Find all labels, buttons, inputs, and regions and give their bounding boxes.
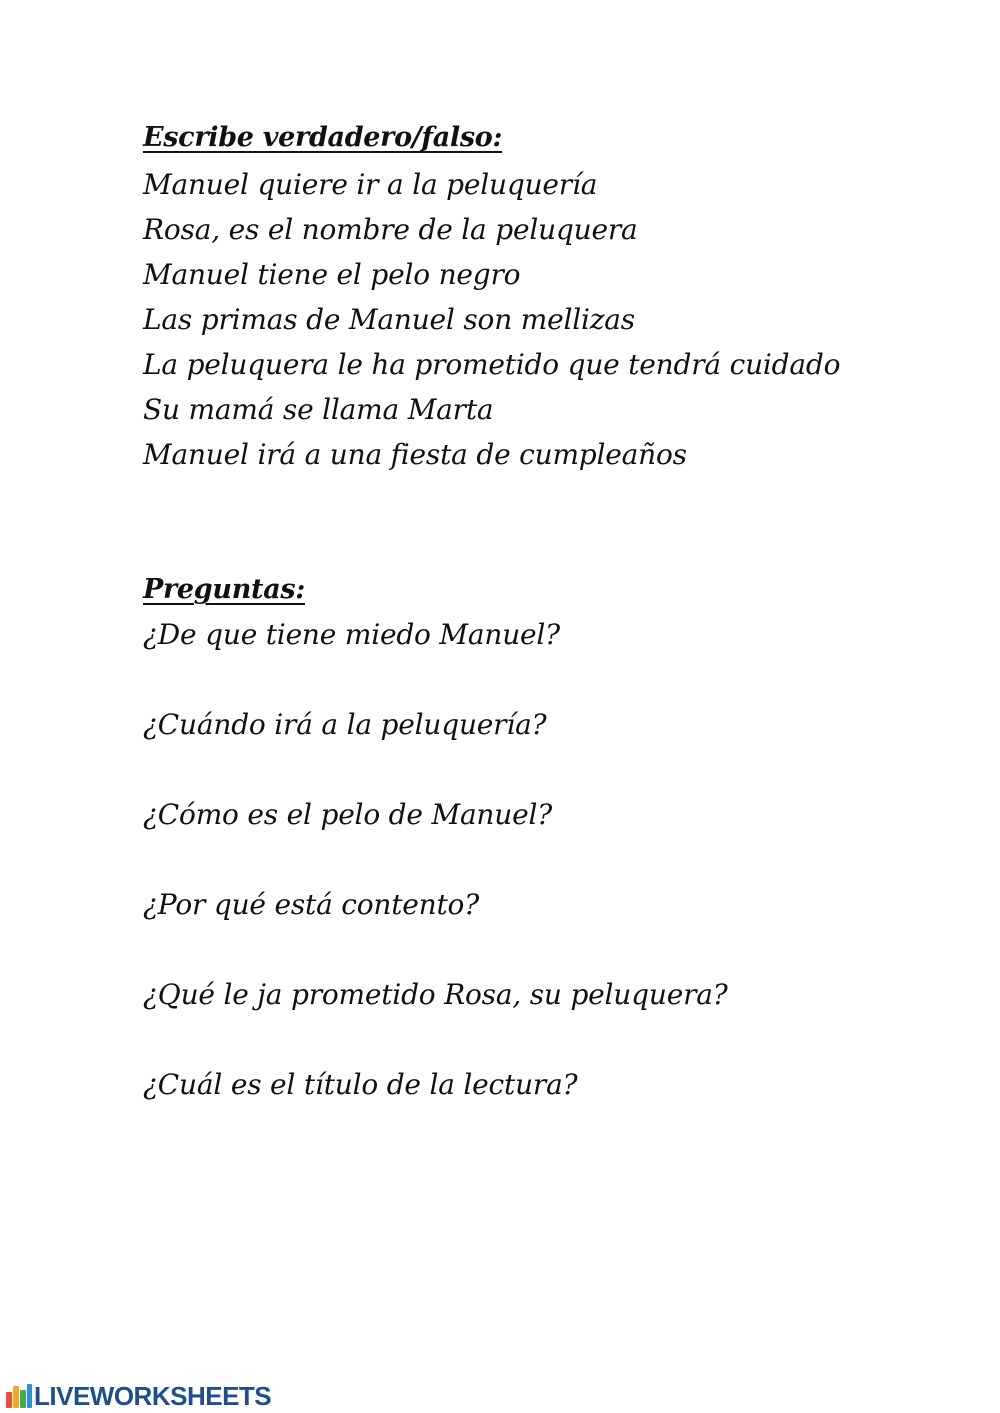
question-item: ¿Cuál es el título de la lectura?: [143, 1068, 578, 1101]
true-false-statement: Las primas de Manuel son mellizas: [143, 303, 635, 336]
question-item: ¿Cuándo irá a la peluquería?: [143, 708, 547, 741]
question-item: ¿Qué le ja prometido Rosa, su peluquera?: [143, 978, 728, 1011]
question-item: ¿Por qué está contento?: [143, 888, 480, 921]
true-false-statement: Su mamá se llama Marta: [143, 393, 494, 426]
true-false-heading: Escribe verdadero/falso:: [143, 122, 503, 153]
questions-heading: Preguntas:: [143, 574, 305, 605]
question-item: ¿De que tiene miedo Manuel?: [143, 618, 560, 651]
true-false-statement: La peluquera le ha prometido que tendrá cuidado: [143, 348, 841, 381]
true-false-statement: Manuel irá a una fiesta de cumpleaños: [143, 438, 687, 471]
true-false-statement: Manuel quiere ir a la peluquería: [143, 168, 598, 201]
liveworksheets-logo-icon: [6, 1384, 32, 1408]
true-false-statement: Manuel tiene el pelo negro: [143, 258, 521, 291]
question-item: ¿Cómo es el pelo de Manuel?: [143, 798, 553, 831]
liveworksheets-footer: [6, 1381, 271, 1411]
true-false-statement: Rosa, es el nombre de la peluquera: [143, 213, 638, 246]
liveworksheets-brand: LIVEWORKSHEETS: [34, 1380, 272, 1411]
